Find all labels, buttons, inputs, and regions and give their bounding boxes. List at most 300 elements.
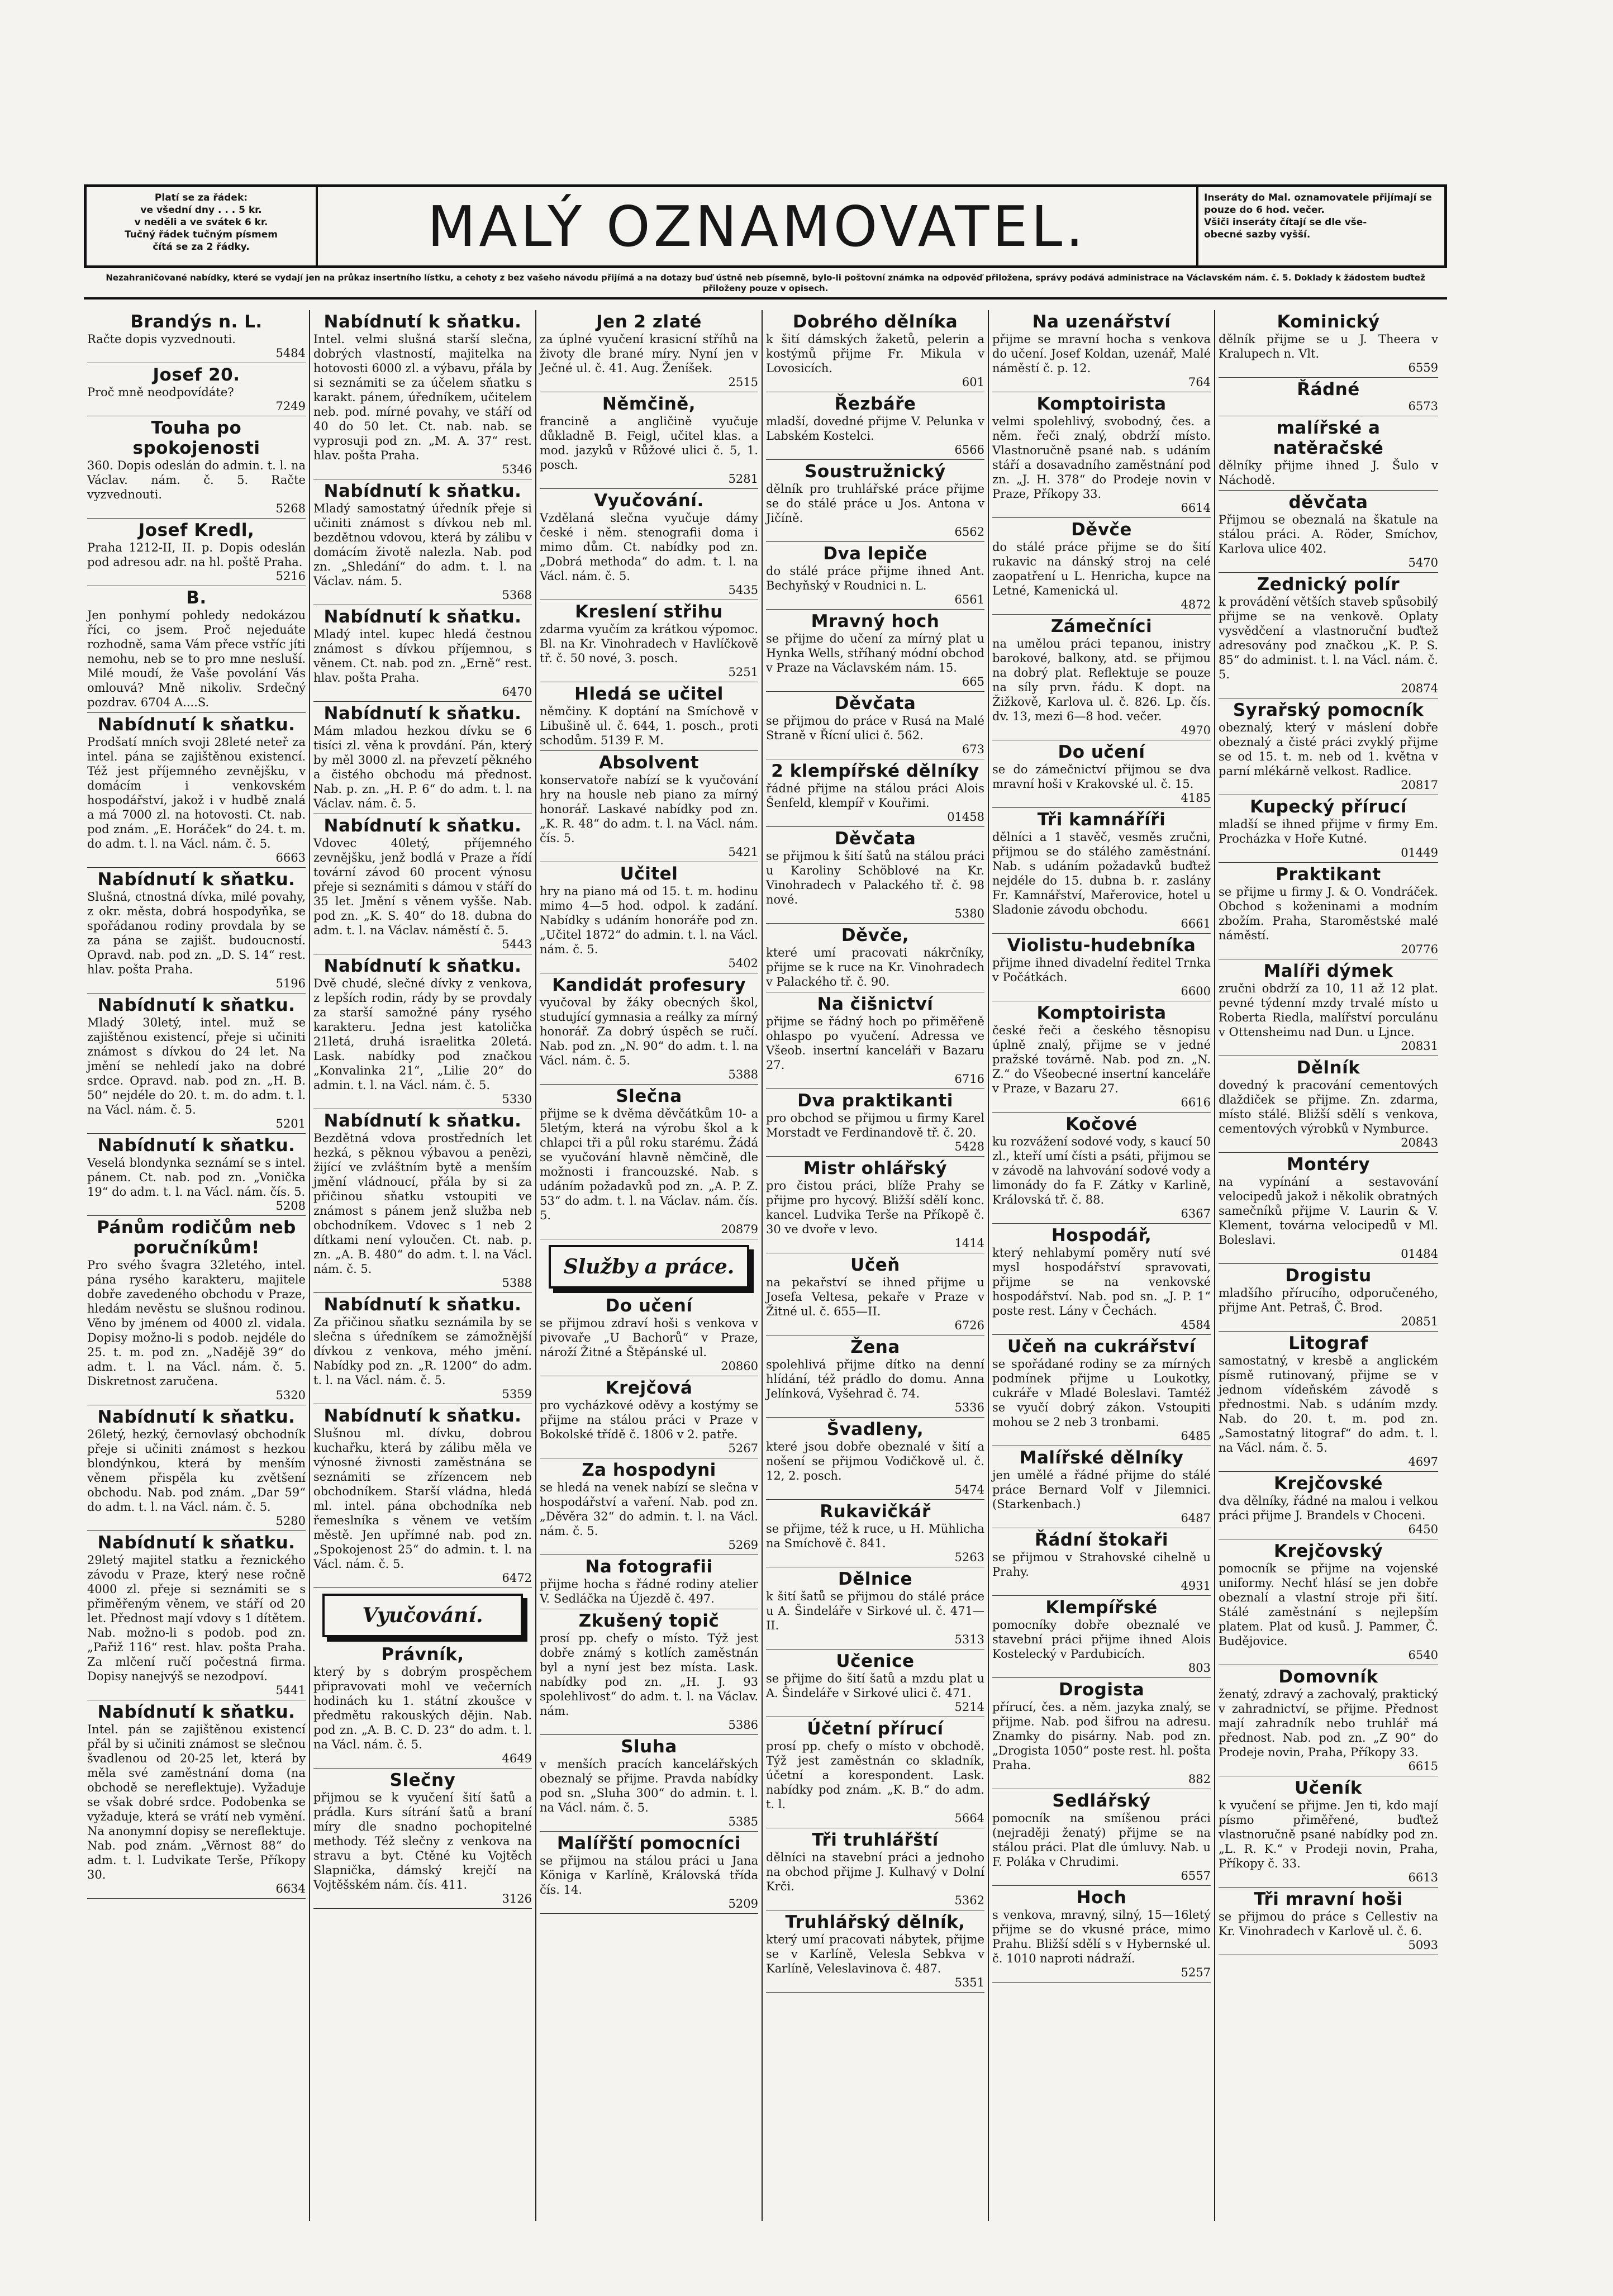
ad-text: konservatoře nabízí se k vyučování hry na housle neb piano za mírný honorář. Laskavé nabídky pod zn. „K. R. 48“ do adm. t. l. na Václ. nám. čís. 5. (540, 773, 758, 845)
classified-ad (87, 993, 306, 1134)
ad-text: k šití šatů se přijmou do stálé práce u A. Šindeláře v Sirkové ul. č. 471—II. (766, 1590, 984, 1632)
ad-heading: Zkušený topič (578, 1611, 720, 1631)
classified-ad (540, 310, 758, 392)
ad-heading: Na čišnictví (817, 994, 934, 1014)
ad-heading: Zednický polír (1257, 574, 1400, 595)
ad-heading: Nabídnutí k sňatku. (323, 1111, 522, 1131)
ad-number: 6557 (1181, 1869, 1211, 1883)
ad-heading: Nabídnutí k sňatku. (97, 869, 296, 890)
ad-text: přijme se k dvěma děvčátkům 10- a 5letým, která na výrobu škol a k chlapci tři a půl roku starému. Žádá se vyučování hlavně němčině, dle možnosti i francouzské. Nab. s udáním požadavků pod zn. „A. P. Z. 53“ do adm. t. l. na Václav. nám. čís. 5. (540, 1107, 758, 1222)
ad-heading: Praktikant (1276, 864, 1381, 885)
ad-number: 5402 (728, 957, 758, 970)
classified-ad (766, 1157, 984, 1253)
ad-heading: Na uzenářství (1032, 312, 1171, 332)
ad-number: 6472 (502, 1571, 532, 1585)
ad-number: 3126 (502, 1892, 532, 1905)
ad-number: 5484 (275, 346, 306, 360)
ad-text: s venkova, mravný, silný, 15—16letý přijme se do vkusné práce, mimo Prahu. Bližší sdělí s v Hybernské ul. č. 1010 naproti nádraží. (992, 1908, 1211, 1965)
ad-text: který by s dobrým prospěchem připravovati mohl ve večerních hodinách ku 1. státní zkoušce v předmětu rakouských dějin. Nab. pod zn. „A. B. C. D. 23“ do adm. t. l. na Václ. nám. č. 5. (313, 1665, 532, 1751)
ad-text: dělník pro truhlářské práce přijme se do stálé práce u Jos. Antona v Jičíně. (766, 482, 984, 525)
ad-number: 2515 (728, 375, 758, 389)
classified-ad (540, 973, 758, 1085)
column (989, 310, 1215, 2221)
ad-text: které jsou dobře obeznalé v šití a nošení se přijmou Vodičkově ul. č. 12, 2. posch. (766, 1440, 984, 1482)
classified-ad (992, 740, 1211, 808)
classified-ad (1219, 1056, 1438, 1153)
ad-heading: Nabídnutí k sňatku. (323, 312, 522, 332)
ad-number: 5251 (728, 665, 758, 679)
classified-ad (313, 1769, 532, 1909)
ad-number: 20831 (1401, 1039, 1438, 1053)
ad-text: samostatný, v kresbě a anglickém písmě rutinovaný, přijme se v jednom vídeňském závodě s přednostmi. Nab. s udáním mzdy. Nab. do 20. t. m. pod zn. „Samostatný litograf“ do adm. t. l. na Václ. nám. č. 5. (1219, 1354, 1438, 1454)
classified-ad (992, 1446, 1211, 1528)
ad-number: 5214 (954, 1700, 984, 1714)
classified-ad (540, 1085, 758, 1239)
ad-number: 20851 (1401, 1315, 1438, 1328)
classified-ad (766, 1567, 984, 1649)
ad-number: 5336 (954, 1401, 984, 1414)
ad-text: Proč mně neodpovídáte? (87, 386, 234, 399)
ad-text: české řeči a českého těsnopisu úplně znalý, přijme se v jedné pražské továrně. Nab. pod zn. „N. Z.“ do Všeobecné insertní kanceláře v Praze, v Bazaru 27. (992, 1024, 1211, 1095)
ad-text: do stálé práce přijme ihned Ant. Bechyňský v Roudnici n. L. (766, 564, 984, 592)
classified-ad (766, 610, 984, 692)
ad-text: na pekařství se ihned přijme u Josefa Veltesa, pekaře v Praze v Žitné ul. č. 655—II. (766, 1276, 984, 1318)
ad-text: se do zámečnictví přijmou se dva mravní hoši v Krakovské ul. č. 15. (992, 763, 1211, 791)
ad-text: francině a angličině vyučuje důkladně B. Feigl, učitel klas. a mod. jazyků v Růžové ulici č. 5, 1. posch. (540, 415, 758, 472)
ad-text: Jen ponhymí pohledy nedokázou říci, co jsem. Proč nejeduáte rozhodně, sama Vám přece vstříc jíti nemohu, neb se to pro mne nesluší. Milé moudí, že Vaše povolání Vás omlouvá? Mně nikoliv. Srdečný pozdrav. 6704 A....S. (87, 609, 306, 709)
ad-text: řádné přijme na stálou práci Alois Šenfeld, klempíř v Kouřimi. (766, 782, 984, 810)
ad-text: ženatý, zdravý a zachovalý, praktický v zahradnictví, se přijme. Přednost mají zahradník nebo truhlář má přednost. Nab. pod zn. „Z 90“ do Prodeje novin, Praha, Příkopy 33. (1219, 1687, 1438, 1759)
classified-ad (313, 479, 532, 605)
ad-text: se přijmou zdraví hoši s venkova v pivovaře „U Bachorů“ v Praze, nároží Žitné a Štěpánské ul. (540, 1316, 758, 1359)
ad-heading: Kominický (1277, 312, 1380, 332)
ad-number: 5257 (1181, 1966, 1211, 1979)
ad-heading: Němčině, (602, 394, 696, 414)
ad-heading: Soustružnický (805, 462, 946, 482)
classified-ad (766, 542, 984, 610)
ad-number: 6613 (1408, 1871, 1438, 1884)
classified-ad (766, 1335, 984, 1418)
ad-text: se spořádané rodiny se za mírných podmínek přijme u Loukotky, cukráře v Mladé Boleslavi. Tamtéž se vyučí dobrý zákon. Vstoupiti mohou se 2 neb 3 tronbami. (992, 1357, 1211, 1429)
ad-number: 5209 (728, 1897, 758, 1910)
ad-number: 5269 (728, 1538, 758, 1552)
ad-text: za úplné vyučení krasicní stříhů na životy dle brané míry. Nyní jen v Ječné ul. č. 41. Aug. Ženíšek. (540, 332, 758, 375)
classified-ad (992, 1001, 1211, 1113)
column (84, 310, 310, 2221)
ad-number: 5208 (275, 1199, 306, 1213)
ad-heading: Drogista (1058, 1680, 1145, 1700)
classified-ad (540, 1735, 758, 1832)
insertion-info-box: Inseráty do Mal. oznamovatele přijímají se pouze do 6 hod. večer. Všiči inseráty čítají se dle vše- obecné sazby vyšší. (1196, 187, 1444, 265)
classified-ad (87, 868, 306, 993)
classified-ad (87, 1700, 306, 1899)
ad-text: Praha 1212-II, II. p. Dopis odeslán pod adresou adr. na hl. poště Praha. (87, 541, 306, 569)
ad-number: 5268 (275, 502, 306, 515)
ad-number: 5330 (502, 1092, 532, 1106)
classified-ad (540, 600, 758, 682)
classified-ad (540, 682, 758, 751)
classified-ad (87, 1134, 306, 1216)
classified-ad (313, 954, 532, 1109)
ad-number: 4697 (1408, 1455, 1438, 1468)
classified-ad (992, 1678, 1211, 1789)
ad-heading: Klempířské (1045, 1598, 1158, 1618)
ad-text: se přijmou v Strahovské cihelně u Prahy. (992, 1551, 1211, 1579)
ad-number: 5470 (1408, 556, 1438, 569)
ad-number: 4584 (1181, 1318, 1211, 1332)
ad-heading: Vyučování. (594, 491, 704, 511)
ad-text: Přijmou se obeznalá na škatule na stálou práci. A. Röder, Smíchov, Karlova ulice 402. (1219, 513, 1438, 555)
classified-ad (992, 615, 1211, 740)
classified-ad (313, 1109, 532, 1293)
ad-text: němčiny. K doptání na Smíchově v Libušině ul. č. 644, 1. posch., proti schodům. 5139 F. M. (540, 705, 758, 747)
ad-heading: Slečna (616, 1086, 682, 1106)
classified-ad (992, 1113, 1211, 1224)
ad-heading: Nabídnutí k sňatku. (97, 1533, 296, 1553)
ad-number: 6540 (1408, 1648, 1438, 1662)
classified-ad (313, 1643, 532, 1769)
ad-heading: Domovník (1278, 1667, 1378, 1687)
classified-ad (540, 489, 758, 600)
ad-number: 4649 (502, 1752, 532, 1765)
ad-number: 6614 (1181, 501, 1211, 515)
ad-number: 6559 (1408, 361, 1438, 374)
classified-ad (87, 363, 306, 416)
classified-ad (313, 702, 532, 814)
ad-text: vyučoval by žáky obecných škol, studující gymnasia a reálky za mírný honorář. Za dobrý úspěch se ručí. Nab. pod zn. „N. 90“ do adm. t. l. na Václ. nám. č. 5. (540, 996, 758, 1067)
ad-heading: Učeň (850, 1255, 900, 1275)
ad-text: hry na piano má od 15. t. m. hodinu mimo 4—5 hod. odpol. k zadání. Nabídky s udáním honoráře pod zn. „Učitel 1872“ do admin. t. l. na Václ. nám. č. 5. (540, 885, 758, 956)
ad-number: 6616 (1181, 1096, 1211, 1109)
ad-heading: Tři mravní hoši (1254, 1889, 1403, 1909)
ad-text: obeznalý, který v máslení dobře obeznalý a čisté práci zvyklý přijme se od 15. t. m. neb od 1. května v parní mlékárně velkost. Radlice. (1219, 721, 1438, 778)
ad-text: ku rozvážení sodové vody, s kaucí 50 zl., kteří umí čísti a psáti, přijmou se v závodě na lahvování sodové vody a limonády do fa F. Zátky v Karlině, Královská tř. č. 88. (992, 1135, 1211, 1206)
section-badge: Vyučování. (322, 1594, 523, 1637)
classified-ad (766, 924, 984, 992)
classified-ad (1219, 1776, 1438, 1888)
classified-ad (1219, 959, 1438, 1056)
classified-ad (992, 1224, 1211, 1335)
ad-heading: Malíři dýmek (1263, 961, 1393, 981)
classified-ad (1219, 698, 1438, 795)
masthead (84, 184, 1447, 268)
ad-number: 6561 (954, 593, 984, 606)
classified-ad (1219, 1472, 1438, 1539)
ad-text: se přijmou k šití šatů na stálou práci u Karoliny Schöblové na Kr. Vinohradech v Palackého tř. č. 98 nové. (766, 849, 984, 906)
ad-number: 6716 (954, 1072, 984, 1086)
ad-heading: Tři truhlářští (812, 1830, 939, 1850)
ad-text: v menších pracích kancelářských obeznalý se přijme. Pravda nabídky pod sn. „Sluha 300“ do admin. t. l. na Václ. nám. č. 5. (540, 1757, 758, 1814)
ad-heading: Na fotografii (585, 1557, 713, 1577)
ad-heading: Děvče (1071, 520, 1132, 540)
classified-ad (87, 586, 306, 713)
ad-heading: Syrařský pomocník (1233, 700, 1424, 720)
classified-ad (87, 1531, 306, 1700)
ad-number: 5362 (954, 1894, 984, 1907)
column (1215, 310, 1441, 2221)
ad-text: dovedný k pracování cementových dlaždiček se přijme. Zn. zdarma, místo stálé. Bližší sdělí s venkova, cementových výrobků v Nymburce. (1219, 1078, 1438, 1135)
classified-ad (87, 416, 306, 519)
ad-heading: Nabídnutí k sňatku. (323, 956, 522, 976)
ad-heading: Řezbáře (834, 394, 916, 414)
ad-number: 5386 (728, 1718, 758, 1732)
classified-ad (87, 1216, 306, 1405)
ad-heading: Švadleny, (826, 1419, 924, 1439)
ad-number: 601 (962, 375, 984, 389)
ad-heading: 2 klempířské dělníky (771, 761, 979, 781)
ad-heading: Nabídnutí k sňatku. (323, 607, 522, 627)
ad-number: 673 (962, 743, 984, 756)
classified-ad (766, 827, 984, 924)
classified-ad (313, 1404, 532, 1588)
ad-text: velmi spolehlivý, svobodný, čes. a něm. řeči znalý, obdrží místo. Vlastnoručně psané nab. s udáním stáří a dosavadního zaměstnání pod zn. „J. H. 378“ do Prodeje novin v Praze, Příkopy 33. (992, 415, 1211, 501)
ad-number: 6470 (502, 685, 532, 698)
ad-text: Intel. velmi slušná starší slečna, dobrých vlastností, majitelka na hotovosti 6000 zl. a výbavu, přála by si seznámiti se za účelem sňatku s karakt. pánem, úředníkem, učitelem neb. pod. mírné povahy, ve stáří od 40 do 50 let. Ct. nab. nab. se vyprosuji pod zn. „M. A. 37“ rest. hlav. pošta Praha. (313, 332, 532, 462)
ad-number: 5267 (728, 1442, 758, 1455)
ad-text: Za přičinou sňatku seznámila by se slečna s úředníkem se zámožnější dívkou z venkova, mého jmění. Nabídky pod zn. „R. 1200“ do adm. t. l. na Václ. nám. č. 5. (313, 1315, 532, 1387)
ad-number: 5441 (275, 1684, 306, 1697)
ad-text: který umí pracovati nábytek, přijme se v Karlíně, Velesla Sebkva v Karlíně, Veleslavinova č. 487. (766, 1933, 984, 1975)
ad-number: 6573 (1408, 400, 1438, 413)
ad-heading: Krejčovský (1273, 1541, 1383, 1561)
ad-text: dělníci na stavební práci a jednoho na obchod přijme J. Kulhavý v Dolní Krči. (766, 1851, 984, 1893)
classified-ad (992, 1886, 1211, 1983)
ad-heading: Sluha (621, 1737, 677, 1757)
classified-ad (766, 692, 984, 759)
ad-heading: Josef 20. (153, 365, 240, 385)
ad-heading: Děvčata (834, 829, 916, 849)
classified-ad (992, 1789, 1211, 1886)
ad-text: pomocníky dobře obeznalé ve stavební práci přijme ihned Alois Kostelecký v Pardubicích. (992, 1618, 1211, 1661)
ad-heading: Zámečníci (1050, 616, 1153, 636)
ad-text: Mladý samostatný úředník přeje si učiniti známost s dívkou neb ml. bezdětnou vdovou, která by zálibu v domácím životě nalezla. Nab. pod zn. „Shledání“ do adm. t. l. na Václav. nám. 5. (313, 502, 532, 588)
ad-text: zdarma vyučím za krátkou výpomoc. Bl. na Kr. Vinohradech v Havlíčkově tř. č. 50 nové, 3. posch. (540, 622, 758, 665)
ad-heading: Nabídnutí k sňatku. (323, 481, 522, 501)
ad-number: 20817 (1401, 778, 1438, 792)
ad-text: Dvě chudé, slečné dívky z venkova, z lepších rodin, rády by se provdaly za starší samožné pány rysého karakteru. Jedna jest katolička 21letá, druhá israelitka 20letá. Lask. nabídky pod značkou „Konvalinka 21“, „Lilie 20“ do admin. t. l. na Václ. nám. č. 5. (313, 977, 532, 1092)
classified-ad (1219, 416, 1438, 491)
classified-ad (1219, 1665, 1438, 1776)
ad-number: 5474 (954, 1483, 984, 1496)
ad-number: 4872 (1181, 598, 1211, 611)
classified-ad (766, 392, 984, 460)
ad-text: které umí pracovati nákrčníky, přijme se k ruce na Kr. Vinohradech v Palackého tř. č. 90. (766, 946, 984, 988)
classified-ad (1219, 310, 1438, 378)
ad-text: přírucí, čes. a něm. jazyka znalý, se přijme. Nab. pod šifrou na adresu. Znamky do pisárny. Nab. pod zn. „Drogista 1050“ poste rest. hl. pošta Praha. (992, 1700, 1211, 1772)
ad-text: Vzdělaná slečna vyučuje dámy české i něm. stenografii doma i mimo dům. Ct. nabídky pod zn. „Dobrá methoda“ do adm. t. l. na Václ. nám. č. 5. (540, 511, 758, 583)
ad-text: který nehlabymí poměry nutí své mysl hospodářství spravovati, přijme se na venkovské hospodářství. Nab. pod sn. „J. P. 1“ poste rest. Lány v Čechách. (992, 1246, 1211, 1318)
ad-heading: Montéry (1286, 1154, 1371, 1175)
ad-number: 6600 (1181, 985, 1211, 998)
pricing-box: Platí se za řádek: ve všední dny . . . 5 kr. v neděli a ve svátek 6 kr. Tučný řádek tučným písmem čítá se za 2 řádky. (87, 187, 318, 265)
classified-ad (992, 808, 1211, 934)
ad-heading: Pánům rodičům neb poručníkům! (97, 1218, 296, 1258)
ad-text: prosí pp. chefy o místo. Týž jest dobře známý s kotlích zaměstnán byl a nyní jest bez místa. Lask. nabídky pod zn. „H. J. 93 spolehlivost“ do adm. t. l. na Václav. nám. (540, 1632, 758, 1718)
ad-number: 6663 (275, 851, 306, 864)
ad-text: zručni obdrží za 10, 11 až 12 plat. pevné týdenní mzdy trvalé místo u Roberta Riedla, malířství porculánu v Ottensheimu nad Dun. u Ljnce. (1219, 982, 1438, 1039)
classified-ad (1219, 1332, 1438, 1472)
ad-text: 29letý majitel statku a řeznického závodu v Praze, který nese ročně 4000 zl. přeje si seznámiti se s přiměřeným věnem, ve stáří od 20 let. Přednost mají vdovy s 1 dítětem. Nab. možno-li s podob. pod zn. „Pařiž 116“ rest. hlav. pošta Praha. Za mlčení ručí počestná firma. Dopisy nanejvýš se nezodpoví. (87, 1553, 306, 1683)
ad-heading: Rukavičkář (820, 1501, 931, 1522)
ad-heading: Hoch (1076, 1888, 1127, 1908)
classified-ad (992, 1335, 1211, 1446)
ad-text: pro obchod se přijmou u firmy Karel Morstadt ve Ferdinandově tř. č. 20. (766, 1111, 984, 1139)
ad-text: pomocník se přijme na vojenské uniformy. Nechť hlásí se jen dobře obeznalí a vlastní stroje při šití. Stálé zaměstnání s nejlepším platem. Plat od kusů. J. Pammer, Č. Budějovice. (1219, 1562, 1438, 1648)
ad-text: Slušná, ctnostná dívka, milé povahy, z okr. města, dobrá hospodyňka, se spořádanou rodiny provdala by se za pána se zajišt. budoucností. Opravd. nab. pod zn. „D. S. 14“ rest. hlav. pošta Praha. (87, 890, 306, 976)
ad-text: mladší, dovedné přijme V. Pelunka v Labském Kostelci. (766, 415, 984, 443)
ad-heading: Truhlářský dělník, (785, 1912, 965, 1932)
ad-number: 5428 (954, 1140, 984, 1153)
classified-ad (87, 519, 306, 586)
ad-heading: Kočové (1065, 1114, 1138, 1134)
ad-text: pro čistou práci, blíže Prahy se přijme pro hycový. Bližší sdělí konc. kancel. Ludvika Terše na Příkopě č. 30 ve dvoře v levo. (766, 1179, 984, 1236)
ad-text: prosí pp. chefy o místo v obchodě. Týž jest zaměstnán co skladník, účetní a korespondent. Lask. nabídky pod znám. „K. B.“ do adm. t. l. (766, 1739, 984, 1811)
ad-heading: Malířské dělníky (1019, 1448, 1184, 1468)
ad-text: Prodšatí mních svoji 28leté neteř za intel. pána se zajištěnou existencí. Též jest příjemného zevnějšku, v domácím i venkovském hospodářství, jakož i v hudbě znalá a má 7000 zl. na hotovosti. Ct. nab. pod znám. „E. Horáček“ do 24. t. m. do adm. t. l. na Václ. nám. č. 5. (87, 735, 306, 850)
ad-number: 20874 (1401, 682, 1438, 695)
ad-number: 5368 (502, 588, 532, 602)
ad-heading: Dělnice (838, 1569, 912, 1589)
ad-text: se přijme do učení za mírný plat u Hynka Wells, stříhaný módní obchod v Praze na Václavském nám. 15. (766, 632, 984, 674)
ad-heading: Nabídnutí k sňatku. (97, 1407, 296, 1427)
classified-ad (540, 1458, 758, 1555)
classified-ad (87, 310, 306, 363)
ad-heading: Kandidát profesury (552, 975, 746, 995)
classified-ad (1219, 1264, 1438, 1332)
ad-heading: Litograf (1288, 1333, 1368, 1353)
ad-number: 5388 (728, 1068, 758, 1081)
ad-number: 5263 (954, 1551, 984, 1564)
ad-columns (84, 310, 1447, 2221)
ad-heading: Dva lepiče (823, 544, 927, 564)
ad-heading: Nabídnutí k sňatku. (323, 816, 522, 836)
ad-number: 01484 (1401, 1247, 1438, 1261)
ad-heading: Do učení (1058, 742, 1145, 762)
column (763, 310, 989, 2221)
classified-ad (540, 1294, 758, 1376)
classified-ad (992, 518, 1211, 615)
ad-text: k šití dámských žaketů, pelerin a kostýmů přijme Fr. Mikula v Lovosicích. (766, 332, 984, 375)
classified-ad (766, 992, 984, 1089)
ad-number: 01458 (947, 810, 984, 824)
classified-ad (313, 1293, 532, 1404)
ad-number: 5313 (954, 1633, 984, 1646)
ad-text: se přijme u firmy J. & O. Vondráček. Obchod s koženinami a modním zbožím. Praha, Staroměstské malé náměstí. (1219, 885, 1438, 942)
ad-text: 360. Dopis odeslán do admin. t. l. na Václav. nám. č. 5. Račte vyzvednouti. (87, 459, 306, 501)
ad-heading: Kupecký přírucí (1250, 797, 1407, 817)
newspaper-page (84, 184, 1447, 2224)
ad-text: pro vycházkové oděvy a kostýmy se přijme na stálou práci v Praze v Bokolské třídě č. 1806 v 2. patře. (540, 1399, 758, 1441)
classified-ad (540, 1376, 758, 1458)
ad-heading: Nabídnutí k sňatku. (97, 715, 296, 735)
ad-heading: Nabídnutí k sňatku. (97, 1702, 296, 1722)
ad-number: 5664 (954, 1812, 984, 1825)
ad-heading: Děvče, (841, 925, 910, 945)
classified-ad (992, 310, 1211, 392)
ad-heading: Touha po spokojenosti (132, 418, 260, 458)
classified-ad (766, 310, 984, 392)
ad-heading: Mistr ohlářský (803, 1158, 948, 1178)
ad-text: Mladý intel. kupec hledá čestnou známost s dívkou příjemnou, s věnem. Ct. nab. pod zn. „Erně“ rest. hlav. pošta Praha. (313, 628, 532, 684)
ad-heading: Tři kamnáříři (1037, 810, 1166, 830)
ad-text: Slušnou ml. dívku, dobrou kuchařku, která by zálibu měla ve výnosné živnosti zaměstnána se seznámiti se zřízencem neb obchodníkem. Starší vládna, hledá ml. intel. pána obchodníka neb řemeslníka s věnem ve vetším městě. Jen upřímné nab. pod zn. „Spokojenost 25“ do admin. t. l. na Václ. nám. č. 5. (313, 1427, 532, 1571)
ad-number: 5388 (502, 1276, 532, 1290)
ad-text: Vdovec 40letý, příjemného zevnějšku, jenž bodlá v Praze a řídí tovární závod 60 procent výnosu přeje si seznámiti s dámou v stáří do 35 let. Jmění s věnem vyšše. Nab. pod zn. „K. S. 40“ do 18. dubna do adm. t. l. na Václav. náměstí č. 5. (313, 836, 532, 937)
classified-ad (766, 1418, 984, 1500)
ad-number: 4931 (1181, 1579, 1211, 1593)
classified-ad (313, 814, 532, 954)
notice-line: Nezahraničované nabídky, které se vydají jen na průkaz insertního lístku, a cehoty z bez vašeho návodu přijímá a na dotazy buď ústně neb písemně, bylo-li poštovní známka na odpověď přiložena, správy podává administrace na Václavském nám. č. 5. Doklady k žádostem buďtež přiloženy pouze v opisech. (84, 273, 1447, 300)
section-title: MALÝ OZNAMOVATEL. (427, 193, 1087, 259)
ad-number: 6562 (954, 525, 984, 539)
ad-text: na vypínání a sestavování velocipedů jakož i několik obratných samečníků přijme V. Laurin & V. Klement, továrna velocipedů v Ml. Boleslavi. (1219, 1175, 1438, 1247)
ad-text: spolehlivá přijme dítko na denní hlídání, též prádlo do domu. Anna Jelínková, Vyšehrad č. 74. (766, 1358, 984, 1400)
ad-heading: Účetní přírucí (807, 1719, 944, 1739)
ad-text: dva dělníky, řádné na malou i velkou práci přijme J. Brandels v Choceni. (1219, 1494, 1438, 1522)
ad-heading: Děvčata (834, 693, 916, 714)
ad-text: dělníky přijme ihned J. Šulo v Náchodě. (1219, 459, 1438, 487)
classified-ad (766, 1910, 984, 1993)
ad-text: Mám mladou hezkou dívku se 6 tisíci zl. věna k provdání. Pán, který by měl 3000 zl. na převzetí pěkného a čistého obchodu má přednost. Nab. p. zn. „H. P. 6“ do adm. t. l. na Václav. nám. č. 5. (313, 724, 532, 810)
ad-heading: děvčata (1288, 492, 1368, 512)
ad-heading: Komptoirista (1036, 394, 1167, 414)
classified-ad (313, 310, 532, 479)
classified-ad (313, 605, 532, 702)
ad-number: 882 (1188, 1772, 1211, 1786)
ad-text: 26letý, hezký, černovlasý obchodník přeje si učiniti známost s hezkou blondýnkou, která by menším věnem přispěla ku zvětšení obchodu. Nab. pod znám. „Dar 59“ do adm. t. l. na Václ. nám. č. 5. (87, 1428, 306, 1514)
ad-heading: Učitel (620, 864, 678, 884)
ad-heading: Hledá se učitel (574, 684, 724, 704)
ad-heading: Učeň na cukrářství (1007, 1337, 1196, 1357)
ad-heading: Kreslení střihu (575, 602, 723, 622)
ad-heading: Právník, (381, 1644, 464, 1665)
ad-text: na umělou práci tepanou, inistry barokové, balkony, atd. se přijmou na dobrý plat. Reflektuje se pouze na síly prvn. řádu. K dopt. na Žižkově, Karlova ul. č. 826. Lp. čís. dv. 13, mezi 6—8 hod. večer. (992, 637, 1211, 723)
ad-text: k provádění větších staveb spůsobilý přijme se na venkově. Oplaty vysvědčení a vlastnoruční buďtež adresovány pod značkou „K. P. S. 85“ do administ. t. l. na Václ. nám. č. 5. (1219, 595, 1438, 681)
classified-ad (766, 1500, 984, 1567)
classified-ad (540, 1555, 758, 1609)
ad-number: 6615 (1408, 1760, 1438, 1773)
ad-number: 20879 (721, 1223, 758, 1236)
ad-text: přijme se řádný hoch po přiměřeně ohlaspo po vyučení. Adressa ve Všeob. insertní kanceláři v Bazaru 27. (766, 1015, 984, 1072)
classified-ad (540, 751, 758, 862)
ad-heading: malířské a natěračské (1273, 418, 1384, 458)
ad-heading: Jen 2 zlaté (596, 312, 702, 332)
ad-heading: Krejčová (605, 1378, 693, 1398)
ad-number: 5093 (1408, 1938, 1438, 1952)
ad-heading: Dělník (1296, 1058, 1360, 1078)
ad-number: 6726 (954, 1319, 984, 1332)
ad-number: 4185 (1181, 791, 1211, 805)
ad-text: přijmou se k vyučení šití šatů a prádla. Kurs sítrání šatů a braní míry dle snadno pochopitelné methody. Též slečny z venkova na stravu a byt. Ctěné ku Vojtěch Slapnička, dámský krejčí na Vojtěšském nám. čís. 411. (313, 1791, 532, 1891)
classified-ad (766, 1649, 984, 1717)
ad-text: přijme se mravní hocha s venkova do učení. Josef Koldan, uzenář, Malé náměstí č. p. 12. (992, 332, 1211, 375)
ad-number: 1414 (954, 1237, 984, 1250)
ad-heading: Brandýs n. L. (130, 312, 263, 332)
ad-number: 5216 (275, 569, 306, 583)
ad-heading: Řádní štokaři (1035, 1530, 1168, 1550)
section-badge: Služby a práce. (549, 1245, 749, 1289)
classified-ad (540, 1832, 758, 1914)
ad-text: Račte dopis vyzvednouti. (87, 332, 236, 346)
ad-number: 6487 (1181, 1511, 1211, 1525)
ad-text: dělníci a 1 stavěč, vesměs zručni, přijmou se do stálého zaměstnání. Nab. s udáním požadavků buďtež nejdéle do 15. dubna b. r. zaslány Fr. Kamnářství, Mařerovice, hotel u Sladonie závodu obchodu. (992, 830, 1211, 916)
ad-text: Veselá blondynka seznámí se s intel. pánem. Ct. nab. pod zn. „Vonička 19“ do adm. t. l. na Václ. nám. čís. 5. (87, 1156, 306, 1199)
ad-number: 5346 (502, 463, 532, 476)
ad-heading: Nabídnutí k sňatku. (97, 1135, 296, 1156)
ad-number: 665 (962, 675, 984, 688)
ad-text: Intel. pán se zajištěnou existencí přál by si učiniti známost se slečnou švadlenou od 20-25 let, která by měla své zaměstnání doma (na obchodě se nereflektuje). Vyžaduje se však dobré srdce. Podobenka se vyžaduje, která se vrátí neb vymění. Na anonymní dopisy se nereflektuje. Nab. pod znám. „Věrnost 88“ do adm. t. l. Ludvikate Terše, Příkopy 30. (87, 1723, 306, 1881)
ad-heading: Žena (850, 1337, 900, 1357)
